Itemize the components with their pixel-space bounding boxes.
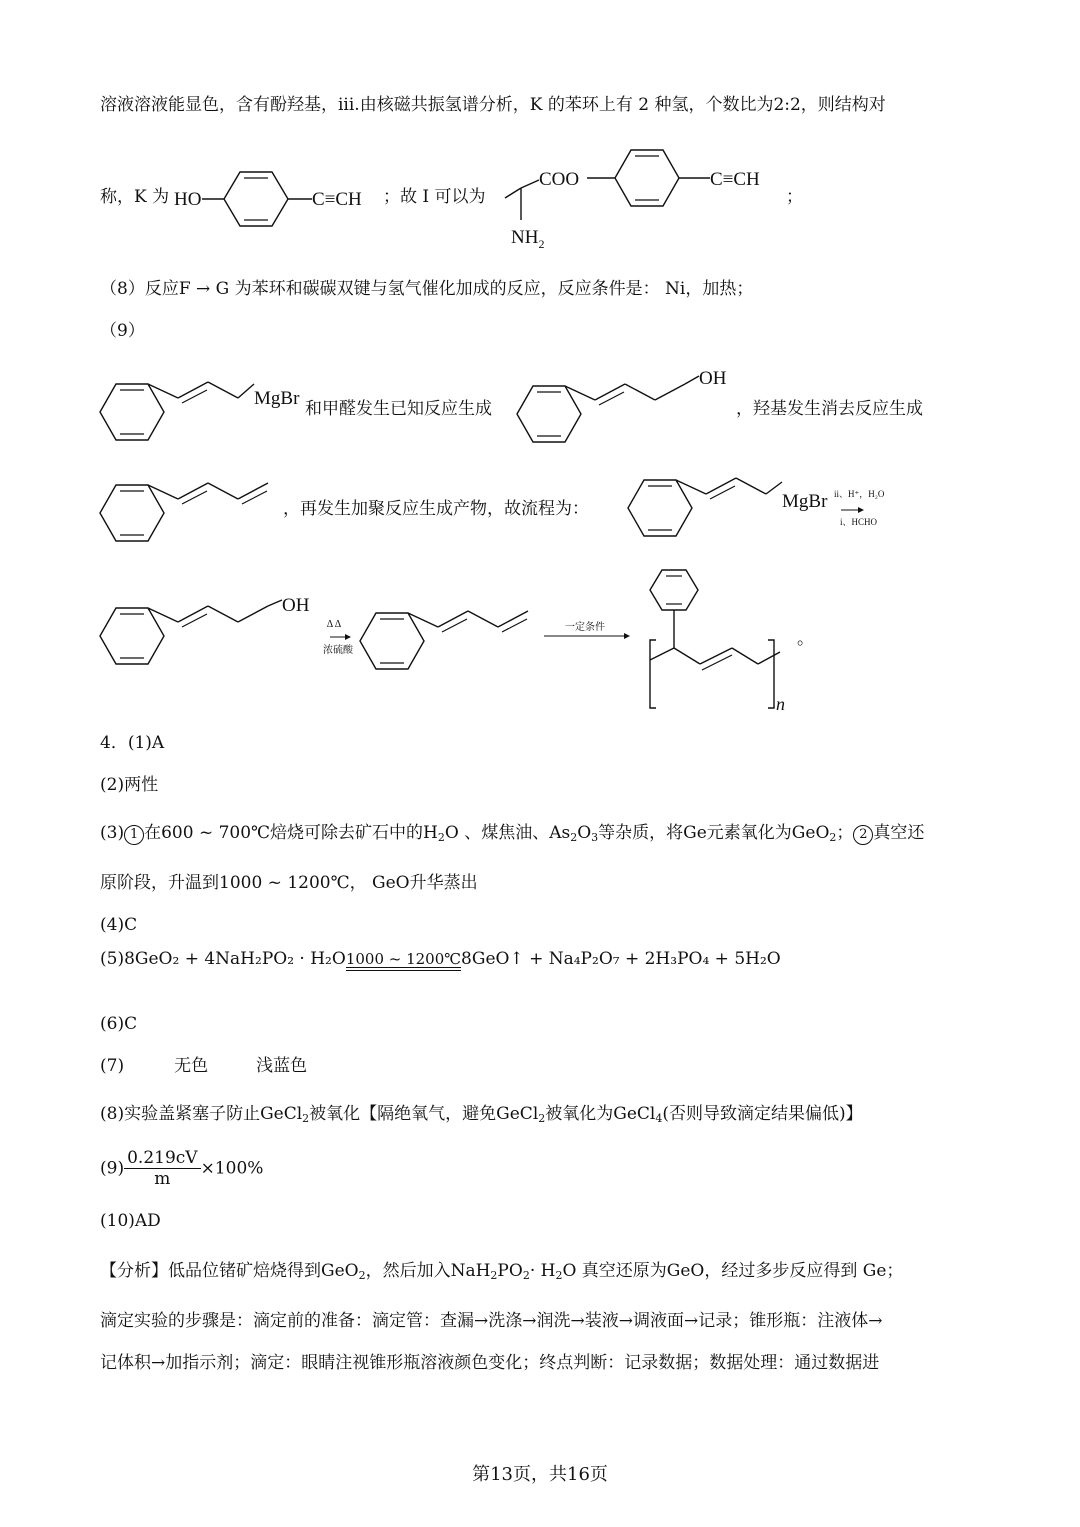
answer-4-2: (2)两性 — [100, 775, 159, 795]
answer-4-3-line1: (3) 1 在600 ~ 700℃焙烧可除去矿石中的$H_2O$ 、煤焦油、$As_2O_3$等杂质，将Ge元素氧化为GeO$_2$； 2 真空还 — [100, 823, 925, 844]
condition-1-top: ii、H⁺，H₂O — [834, 489, 885, 499]
analysis-line-3: 记体积→加指示剂；滴定：眼睛注视锥形瓶溶液颜色变化；终点判断：记录数据；数据处理：通过数据进 — [100, 1353, 880, 1373]
condition-2-bottom: 浓硫酸 — [323, 645, 353, 656]
structure-cinnamyl-mgbr — [98, 370, 308, 445]
structure-cinnamyl-mgbr-flow — [626, 470, 906, 540]
structure-k-hydroxyphenylacetylene — [172, 150, 412, 230]
label-cch: C≡CH — [312, 189, 362, 210]
text-line-2b: ；故 I 可以为 — [383, 187, 486, 207]
page-footer: 第13页，共16页 — [472, 1464, 608, 1485]
answer-4-8: (8)实验盖紧塞子防止GeCl$_2$被氧化【隔绝氧气，避免GeCl$_2$被氧化为GeCl$_4$(否则导致滴定结果偏低)】 — [100, 1104, 863, 1125]
structure-phenylbutadiene-a — [98, 465, 278, 545]
label-n: n — [776, 694, 785, 714]
text-line-5a: 和甲醛发生已知反应生成 — [305, 399, 492, 419]
svg-text:MgBr: MgBr — [782, 491, 828, 512]
condition-3-arrow — [540, 618, 635, 648]
text-line-8: （8）反应F → G 为苯环和碳碳双键与氢气催化加成的反应，反应条件是： Ni，加热； — [100, 279, 754, 299]
condition-2-top: Δ — [326, 619, 334, 630]
answer-4-6: (6)C — [100, 1014, 138, 1034]
circled-number-2: 2 — [853, 825, 873, 845]
answer-4-5-equation: (5)8GeO₂ + 4NaH₂PO₂ · H₂O 1000 ~ 1200℃ 8GeO↑ + Na₄P₂O₇ + 2H₃PO₄ + 5H₂O — [100, 948, 781, 977]
answer-4-3-line2: 原阶段，升温到1000 ~ 1200℃， GeO升华蒸出 — [100, 873, 478, 893]
answer-4-9: (9) $\frac{0.219cV}{m}$ ×100% — [100, 1148, 264, 1189]
svg-text:NH2: $NH_2$ — [511, 227, 545, 251]
text-line-6a: ，再发生加聚反应生成产物，故流程为： — [283, 499, 589, 519]
condition-3-label: 一定条件 — [565, 622, 605, 633]
circled-number-1: 1 — [124, 825, 144, 845]
text-line-1: 溶液溶液能显色，含有酚羟基，iii.由核磁共振氢谱分析，K 的苯环上有 2 种氢，个数比为2:2，则结构对 — [100, 95, 886, 115]
label-ho: HO — [174, 189, 202, 210]
svg-text:OH: OH — [282, 595, 310, 616]
fraction: $\frac{0.219cV}{m}$ — [124, 1148, 200, 1189]
structure-polymer — [640, 560, 790, 720]
analysis-line-1: 【分析】低品位锗矿焙烧得到GeO$_2$，然后加入$NaH_2PO_2\cdot H_2O$ 真空还原为GeO，经过多步反应得到 Ge； — [100, 1261, 904, 1282]
text-line-5b: ，羟基发生消去反应生成 — [736, 399, 923, 419]
answer-4-1: 4．(1)A — [100, 733, 165, 753]
condition-2-arrow — [318, 615, 358, 665]
answer-4-7: (7) 无色 浅蓝色 — [100, 1056, 308, 1076]
structure-phenylbutadiene-b — [358, 595, 538, 675]
svg-text:Δ: Δ — [334, 619, 342, 630]
text-line-2c: ； — [786, 187, 803, 207]
structure-i-ester — [495, 140, 795, 260]
svg-text:C≡CH: C≡CH — [710, 169, 760, 190]
answer-4-4: (4)C — [100, 915, 138, 935]
label-coo: COO — [539, 169, 580, 190]
label-oh: OH — [699, 368, 727, 389]
analysis-line-2: 滴定实验的步骤是：滴定前的准备：滴定管：查漏→洗涤→润洗→装液→调液面→记录；锥形瓶：注液体→ — [100, 1311, 883, 1331]
text-line-9: （9） — [100, 321, 145, 341]
structure-phenylbutenol-flow — [98, 590, 334, 670]
label-mgbr: MgBr — [254, 388, 300, 409]
text-line-2a: 称，K 为 — [100, 187, 170, 207]
equation-condition: 1000 ~ 1200℃ — [346, 951, 461, 977]
condition-1-bottom: i、HCHO — [840, 517, 878, 527]
text-line-7-end: 。 — [797, 629, 814, 649]
structure-phenylbutenol — [515, 368, 735, 448]
answer-4-10: (10)AD — [100, 1211, 161, 1231]
